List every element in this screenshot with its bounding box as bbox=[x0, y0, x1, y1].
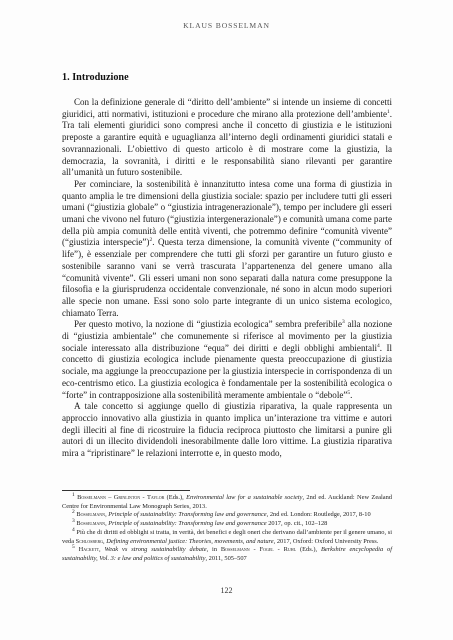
footnote-text: , 2011, 505–507 bbox=[205, 554, 247, 562]
paragraph-text: . Questa terza dimensione, la comunità vivente (“community of life”), è essenziale per comprendere che tutti gli sforzi per garantire un futuro giusto e sostenibile saranno vani se verrà trascurata l’appartenenza del genere umano alla “comunità vivente”. Gli esseri umani non sono separati dalla natura come presuppone la filosofia e la giurisprudenza occidentale convenzionale, né sono in alcun modo superiori alle specie non umane. Essi sono solo parte integrante di un unico sistema ecologico, chiamato Terra. bbox=[62, 237, 392, 318]
footnote-text: , bbox=[99, 546, 105, 554]
footnote-number: 3 bbox=[72, 517, 75, 524]
footnote-text: - bbox=[140, 494, 147, 501]
author-name: Ruhl bbox=[283, 546, 297, 554]
footnote-5 bbox=[62, 546, 392, 563]
cited-title: Defining environmental justice: Theories, movements, and nature bbox=[106, 537, 274, 545]
footnote-ref: 1 bbox=[386, 108, 390, 115]
paragraph-text: alla nozione di “giustizia ambientale” che comunemente si riferisce al movimento per la giustizia sociale interessato alla distribuzione “equa” dei diritti e degli obblighi ambientali bbox=[62, 319, 392, 353]
footnote-text: , in bbox=[206, 546, 221, 554]
paragraph-text: . bbox=[350, 389, 353, 400]
paragraph-text: Per questo motivo, la nozione di “giustizia ecologica” sembra preferibile bbox=[74, 319, 342, 330]
author-name: Taylor bbox=[146, 494, 165, 501]
footnote-text: (Eds.), bbox=[296, 546, 321, 554]
footnote-ref: 2 bbox=[149, 237, 153, 244]
running-head: KLAUS BOSSELMAN bbox=[183, 21, 270, 30]
footnote-number: 4 bbox=[72, 526, 75, 533]
footnote-text: – bbox=[105, 494, 114, 501]
paragraph-1 bbox=[62, 97, 392, 179]
footnote-number: 1 bbox=[72, 491, 75, 498]
cited-title: Berkshire encyclopedia of sustainability, Vol. 3: e law and politics of sustainability bbox=[62, 546, 393, 562]
author-name: Bosselmann bbox=[77, 494, 106, 501]
footnote-text: , 2nd ed. Auckland: New Zealand Centre for Environmental Law Monograph Series, 2013. bbox=[62, 494, 393, 510]
paragraph-text: Con la definizione generale di “diritto dell’ambiente” si intende un insieme di concetti giuridici, atti normativi, istituzioni e procedure che mirano alla protezione dell’ambiente bbox=[62, 97, 392, 119]
paragraph-4 bbox=[62, 401, 392, 460]
paragraph-text: Per cominciare, la sostenibilità è innanzitutto intesa come una forma di giustizia in quanto amplia le tre dimensioni della giustizia sociale: spazio per includere tutti gli esseri umani (“giustizia globale” o “giustizia intragenerazionale”), tempo per includere gli esseri umani che vivono nel futuro (“giustizia intergenerazionale”) e comunità umana come parte della più ampia comunità delle entità viventi, che potremmo definire “comunità vivente” (“giustizia interspecie”) bbox=[62, 178, 392, 248]
cited-title: Environmental law for a sustainable society bbox=[186, 494, 303, 501]
author-name: Grinlinton bbox=[113, 494, 141, 501]
paragraph-text: . Il concetto di giustizia ecologica include pienamente questa preoccupazione di giustizia sociale, ma aggiunge la preoccupazione per la giustizia interspecie in corrispondenza di un eco-centrismo etico. La giustizia ecologica è fondamentale per la sostenibilità ecologica o “forte” in contrapposizione alla sostenibilità meramente ambientale o “debole” bbox=[62, 342, 392, 400]
footnote-ref: 5 bbox=[347, 389, 351, 396]
footnote-text: Più che di diritti ed obblighi si tratta, in verità, dei benefici e degli oneri che derivano dall’ambiente per il genere umano, si veda bbox=[62, 528, 392, 545]
page-number: 122 bbox=[220, 586, 233, 595]
paragraph-text: A tale concetto si aggiunge quello di giustizia riparativa, la quale rappresenta un approccio innovativo alla giustizia in quanto implica un’interazione tra vittime e autori degli illeciti al fine di ricostruire la fiducia reciproca piuttosto che limitarsi a punire gli autori di un illecito dividendoli inesorabilmente dalle loro vittime. La giustizia riparativa mira a “ripristinare” le relazioni interrotte e, in questo modo, bbox=[62, 401, 392, 459]
cited-title: Principle of sustainability: Transforming law and governance bbox=[108, 520, 267, 528]
footnote-4 bbox=[62, 526, 392, 546]
footnote-text: , 2nd ed. London: Routledge, 2017, 8-10 bbox=[266, 511, 371, 519]
footnote-number: 5 bbox=[72, 544, 75, 551]
footnote-1 bbox=[62, 491, 393, 511]
author-name: Bosselmann bbox=[220, 546, 250, 554]
footnote-text: , bbox=[105, 511, 109, 519]
footnote-text: 2017, op. cit., 102–128 bbox=[266, 520, 328, 528]
cited-title: Weak vs strong sustainability debate bbox=[104, 546, 207, 554]
paragraph-3 bbox=[62, 319, 392, 401]
footnote-ref: 3 bbox=[341, 319, 345, 326]
footnote-text: - bbox=[249, 546, 260, 554]
footnote-text: - bbox=[273, 546, 284, 554]
body-text bbox=[62, 97, 392, 460]
footnote-text: , 2017, Oxford: Oxford University Press. bbox=[273, 537, 379, 545]
author-name: Bosselmann bbox=[76, 520, 106, 528]
footnotes bbox=[62, 491, 393, 564]
footnote-separator bbox=[62, 490, 190, 491]
author-name: Schlosberg bbox=[75, 537, 104, 545]
footnote-text: (Eds.), bbox=[164, 494, 187, 501]
section-heading: 1. Introduzione bbox=[62, 72, 129, 83]
footnote-ref: 4 bbox=[377, 342, 380, 349]
footnote-number: 2 bbox=[72, 509, 75, 516]
footnote-2 bbox=[62, 511, 392, 520]
footnote-text: , bbox=[105, 520, 109, 528]
author-name: Hackett bbox=[78, 546, 100, 554]
author-name: Bosselmann bbox=[76, 511, 106, 519]
footnote-text: , bbox=[103, 537, 107, 545]
cited-title: Principle of sustainability: Transforming law and governance bbox=[108, 511, 267, 519]
paragraph-2 bbox=[62, 179, 392, 319]
footnote-3 bbox=[62, 517, 392, 529]
paragraph-text: . Tra tali elementi giuridici sono compresi anche il concetto di giustizia e le istituzioni preposte a garantire equità e uguaglianza all’interno degli ordinamenti giuridici statali e sovrannazionali. L’obiettivo di questo articolo è di mostrare come la giustizia, la democrazia, la sovranità, i diritti e le responsabilità siano rilevanti per garantire all’umanità un futuro sostenibile. bbox=[62, 108, 392, 178]
author-name: Fogel bbox=[259, 546, 274, 554]
